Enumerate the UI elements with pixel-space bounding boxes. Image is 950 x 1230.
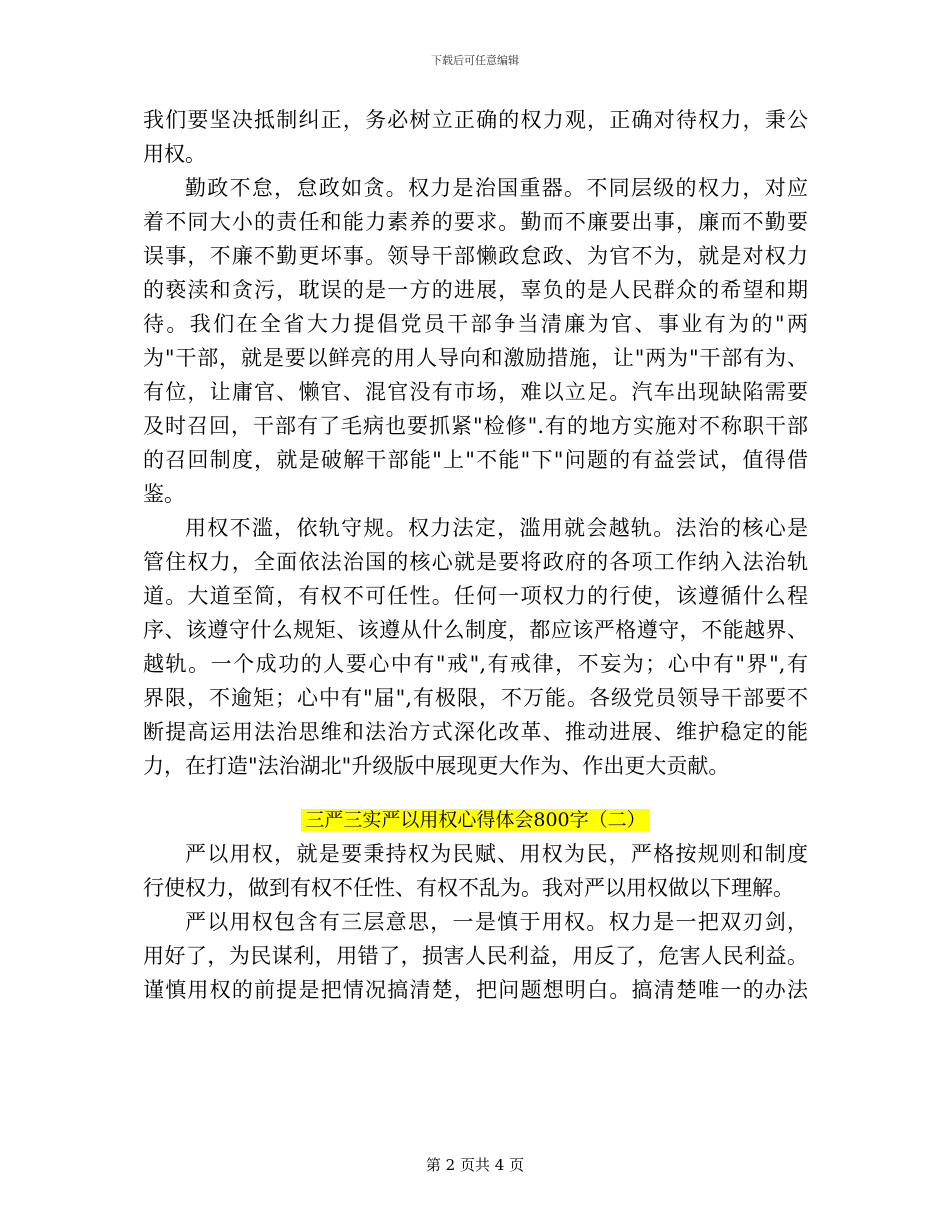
paragraph-line: 用好了，为民谋利，用错了，损害人民利益，用反了，危害人民利益。 xyxy=(143,944,808,968)
page-footer: 第 2 页共 4 页 xyxy=(425,1156,525,1174)
paragraph-line: 鉴。 xyxy=(143,482,185,506)
paragraph-line: 我们要坚决抵制纠正，务必树立正确的权力观，正确对待权力，秉公 xyxy=(143,108,808,132)
paragraph-line: 力，在打造"法治湖北"升级版中展现更大作为、作出更大贡献。 xyxy=(143,754,730,778)
paragraph-line: 为"干部，就是要以鲜亮的用人导向和激励措施，让"两为"干部有为、 xyxy=(143,346,808,370)
paragraph-line: 严以用权，就是要秉持权为民赋、用权为民，严格按规则和制度 xyxy=(185,842,808,866)
section-heading-row xyxy=(143,803,808,837)
paragraph-line: 严以用权包含有三层意思，一是慎于用权。权力是一把双刃剑， xyxy=(185,910,808,934)
paragraph-line: 序、该遵守什么规矩、该遵从什么制度，都应该严格遵守，不能越界、 xyxy=(143,618,808,642)
section-gap xyxy=(143,783,808,803)
paragraph-line: 越轨。一个成功的人要心中有"戒",有戒律，不妄为；心中有"界",有 xyxy=(143,652,808,676)
paragraph-line: 用权不滥，依轨守规。权力法定，滥用就会越轨。法治的核心是 xyxy=(185,516,808,540)
paragraph-line: 有位，让庸官、懒官、混官没有市场，难以立足。汽车出现缺陷需要 xyxy=(143,380,808,404)
paragraph-line: 用权。 xyxy=(143,142,206,166)
document-body xyxy=(143,103,808,1007)
paragraph-line: 及时召回，干部有了毛病也要抓紧"检修".有的地方实施对不称职干部 xyxy=(143,414,808,438)
paragraph-line: 待。我们在全省大力提倡党员干部争当清廉为官、事业有为的"两 xyxy=(143,312,808,336)
paragraph-line: 谨慎用权的前提是把情况搞清楚，把问题想明白。搞清楚唯一的办法 xyxy=(143,978,808,1002)
paragraph-line: 管住权力，全面依法治国的核心就是要将政府的各项工作纳入法治轨 xyxy=(143,550,808,574)
paragraph-line: 断提高运用法治思维和法治方式深化改革、推动进展、维护稳定的能 xyxy=(143,720,808,744)
paragraph-line: 界限，不逾矩；心中有"届",有极限，不万能。各级党员领导干部要不 xyxy=(143,686,808,710)
paragraph-line: 道。大道至简，有权不可任性。任何一项权力的行使，该遵循什么程 xyxy=(143,584,808,608)
paragraph-line: 着不同大小的责任和能力素养的要求。勤而不廉要出事，廉而不勤要 xyxy=(143,210,808,234)
paragraph-line: 行使权力，做到有权不任性、有权不乱为。我对严以用权做以下理解。 xyxy=(143,876,794,900)
page-header: 下载后可任意编辑 xyxy=(431,54,519,67)
paragraph-line: 误事，不廉不勤更坏事。领导干部懒政怠政、为官不为，就是对权力 xyxy=(143,244,808,268)
paragraph-line: 勤政不怠，怠政如贪。权力是治国重器。不同层级的权力，对应 xyxy=(185,176,808,200)
paragraph-line: 的亵渎和贪污，耽误的是一方的进展，辜负的是人民群众的希望和期 xyxy=(143,278,808,302)
paragraph-line: 的召回制度，就是破解干部能"上"不能"下"问题的有益尝试，值得借 xyxy=(143,448,808,472)
section-heading: 三严三实严以用权心得体会800字（二） xyxy=(301,809,649,831)
